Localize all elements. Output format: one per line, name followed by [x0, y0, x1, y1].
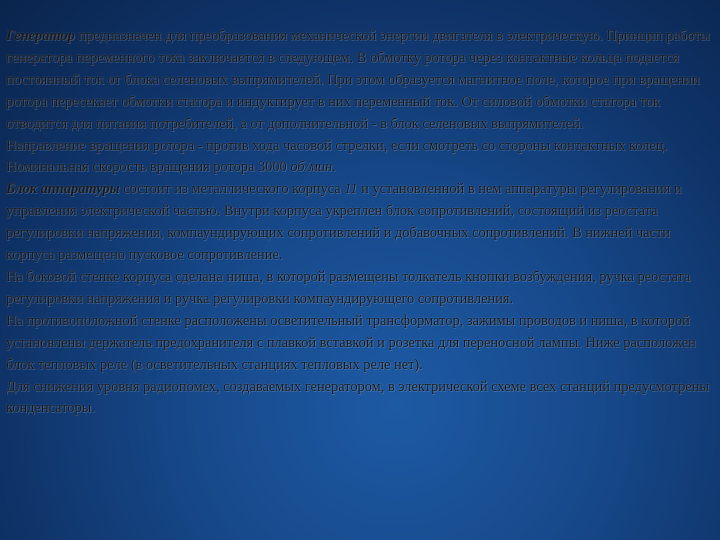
paragraph-text: и установленной в нем аппаратуры регулирования и управления электрической частью. Внутри корпуса укреплен блок сопротивлений, состоящий из реостата регулировки напряжения, компаундирующих сопротивлений и добавочных сопротивлений. В нижней части корпуса размещено пусковое сопротивление.	[6, 181, 682, 264]
paragraph-text: На боковой стенке корпуса сделана ниша, в которой размещены толкатель кнопки возбуждения, ручка реостата регулировки напряжения и ручка регулировки компаундирующего сопротивления.	[6, 268, 691, 307]
paragraph-opposite-wall	[6, 311, 714, 377]
unit-rpm: об/мин	[290, 159, 333, 176]
text-block	[6, 26, 714, 420]
paragraph-text: состоит из металлического корпуса	[119, 181, 345, 198]
paragraph-equipment-block	[6, 179, 714, 267]
paragraph-rotation	[6, 136, 714, 180]
paragraph-text: .	[332, 159, 336, 176]
paragraph-text: На противоположной стенке расположены осветительный трансформатор, зажимы проводов и ниша, в которой установлены держатель предохранителя с плавкой вставкой и розетка для переносной лампы. Ниже расположен блок тепловых реле (в осветительных станциях тепловых реле нет).	[6, 312, 696, 373]
paragraph-text: предназначен для преобразования механической энергии двигателя в электрическую. Принцип работы генератора переменного тока заключается в следующем. В обмотку ротора через контактные кольца подается постоянный ток от блока селеновых выпрямителей. При этом образуется магнитное поле, которое при вращении ротора пересекает обмотки статора и индуктирует в них переменный ток. От силовой обмотки статора ток отводится для питания потребителей, а от дополнительной - в блок селеновых выпрямителей.	[6, 28, 710, 132]
paragraph-capacitors	[6, 377, 714, 421]
paragraph-text: Для снижения уровня радиопомех, создаваемых генератором, в электрической схеме всех станций предусмотрены конденсаторы.	[6, 378, 710, 417]
paragraph-text: Направление вращения ротора - против хода часовой стрелки, если смотреть со стороны контактных колец. Номинальная скорость вращения ротора 3000	[6, 137, 668, 176]
paragraph-side-wall	[6, 267, 714, 311]
reference-number: 11	[344, 181, 358, 198]
term-equipment-block: Блок аппаратуры	[6, 181, 120, 198]
term-generator: Генератор	[6, 28, 75, 44]
paragraph-generator	[6, 26, 714, 136]
